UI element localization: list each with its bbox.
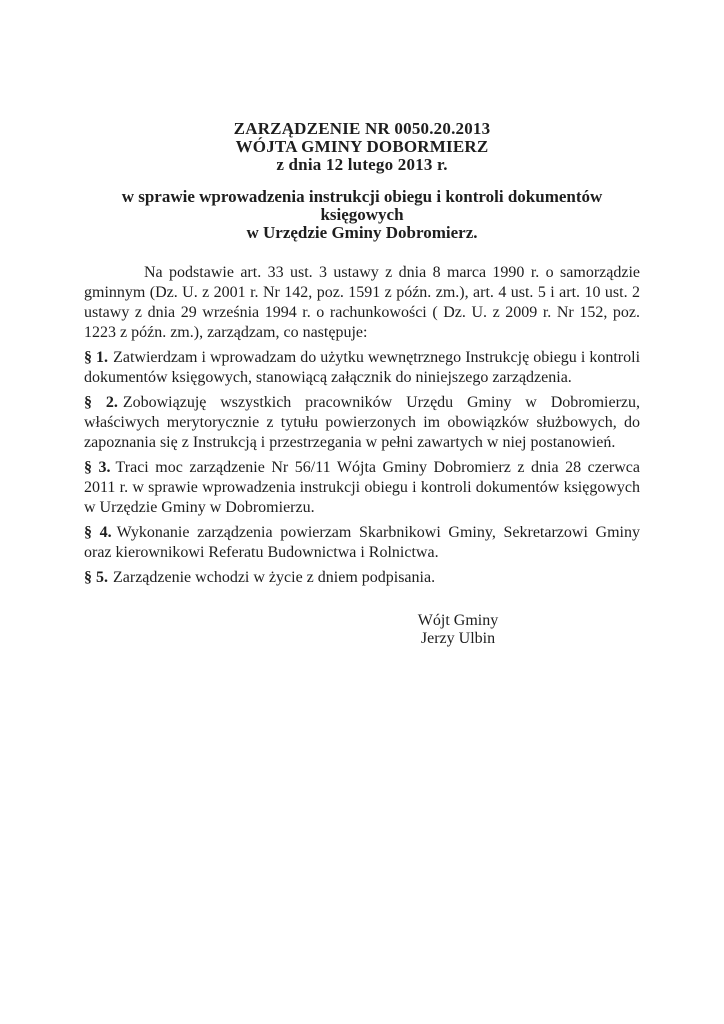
- subject-line-2: w Urzędzie Gminy Dobromierz.: [246, 223, 478, 242]
- ordinance-date: z dnia 12 lutego 2013 r.: [276, 155, 448, 174]
- preamble-paragraph: Na podstawie art. 33 ust. 3 ustawy z dnia 8 marca 1990 r. o samorządzie gminnym (Dz. U. z 2001 r. Nr 142, poz. 1591 z późn. zm.), art. 4 ust. 5 i art. 10 ust. 2 ustawy z dnia 29 września 1994 r. o rachunkowości ( Dz. U. z 2009 r. Nr 152, poz. 1223 z późn. zm.), zarządzam, co następuje:: [84, 264, 640, 341]
- section-paragraph-3: [84, 458, 640, 518]
- section-text-4: Wykonanie zarządzenia powierzam Skarbnikowi Gminy, Sekretarzowi Gminy oraz kierownikowi Referatu Budownictwa i Rolnictwa.: [84, 524, 641, 561]
- ordinance-title: [84, 120, 640, 174]
- signature-name: Jerzy Ulbin: [420, 629, 496, 647]
- ordinance-number: ZARZĄDZENIE NR 0050.20.2013: [233, 119, 491, 138]
- section-paragraph-2: [84, 393, 640, 453]
- section-paragraph-5: [84, 568, 640, 588]
- section-text-1: Zatwierdzam i wprowadzam do użytku wewnętrznego Instrukcję obiegu i kontroli dokumentów księgowych, stanowiącą załącznik do niniejszego zarządzenia.: [84, 349, 641, 386]
- section-marker-5: § 5.: [84, 569, 108, 586]
- section-marker-2: § 2.: [84, 394, 118, 411]
- ordinance-body: [84, 263, 640, 588]
- section-paragraph-4: [84, 523, 640, 563]
- subject-line-1: w sprawie wprowadzenia instrukcji obiegu i kontroli dokumentów księgowych: [121, 187, 603, 224]
- signature-role: Wójt Gminy: [417, 612, 499, 629]
- signature-block: [393, 612, 523, 647]
- section-text-5: Zarządzenie wchodzi w życie z dniem podpisania.: [113, 569, 436, 586]
- section-text-2: Zobowiązuję wszystkich pracowników Urzędu Gminy w Dobromierzu, właściwych merytorycznie z tytułu powierzonych im obowiązków służbowych, do zapoznania się z Instrukcją i przestrzegania w pełni zawartych w niej postanowień.: [84, 394, 640, 451]
- section-text-3: Traci moc zarządzenie Nr 56/11 Wójta Gminy Dobromierz z dnia 28 czerwca 2011 r. w sprawie wprowadzenia instrukcji obiegu i kontroli dokumentów księgowych w Urzędzie Gminy w Dobromierzu.: [84, 459, 641, 516]
- section-marker-4: § 4.: [84, 524, 112, 541]
- ordinance-subject: [84, 188, 640, 242]
- ordinance-issuer: WÓJTA GMINY DOBORMIERZ: [235, 137, 489, 156]
- document-content: [84, 120, 640, 593]
- section-marker-1: § 1.: [84, 349, 109, 366]
- section-paragraph-1: [84, 348, 640, 388]
- section-marker-3: § 3.: [84, 459, 111, 476]
